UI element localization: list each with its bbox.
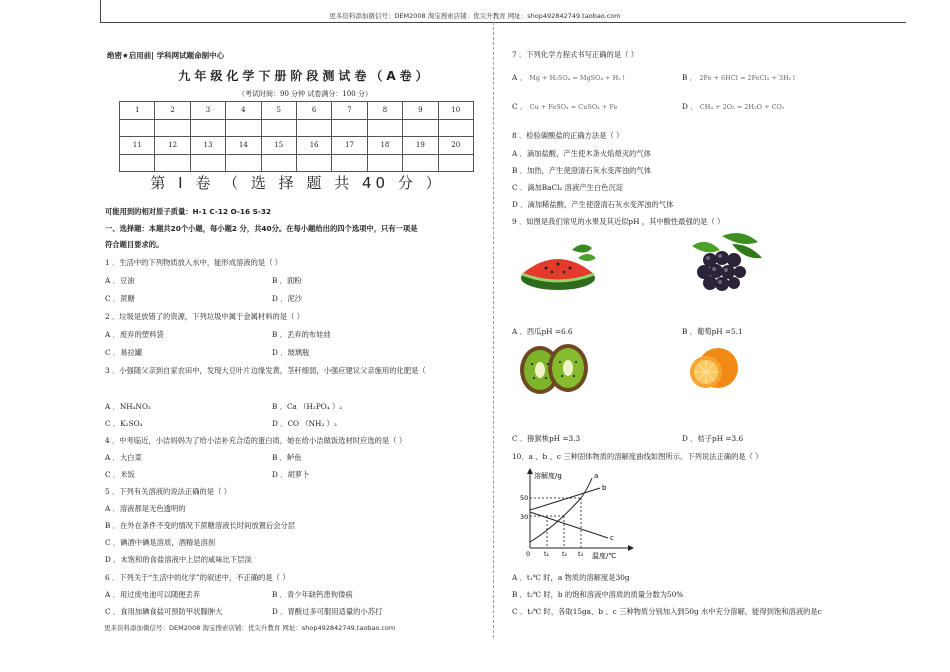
question-9-option-c[interactable]: C ．猕猴桃pH =3.3: [512, 434, 581, 443]
question-1-option-c[interactable]: C ．蔗糖: [105, 294, 135, 303]
formula-d: CH₄ + 2O₂ = 2H₂O + CO₂: [699, 103, 785, 111]
tick-t1: t₁: [544, 550, 550, 558]
grid-cell: 15: [261, 137, 296, 155]
formula-c: Cu + FeSO₄ = CuSO₄ + Fe: [529, 103, 618, 111]
grid-cell: 13: [190, 137, 225, 155]
question-10-option-c[interactable]: C ．t₃℃ 时，各取15ga、b 、c 三种物质分别加入到50g 水中充分溶解，能得到饱和溶液的是c: [512, 607, 822, 616]
question-2-option-b[interactable]: B ．丢弃的布娃娃: [272, 330, 331, 339]
question-4-option-b[interactable]: B ．鲈鱼: [272, 453, 302, 462]
question-10-stem: 10．a 、b 、c 三种固体物质的溶解度曲线如图所示。下列说法正确的是（ ）: [512, 452, 763, 461]
question-5-option-b[interactable]: B ．在外在条件不变的情况下蔗糖溶液长时间放置后会分层: [105, 521, 296, 530]
answer-cell[interactable]: [403, 154, 438, 172]
answer-cell[interactable]: [190, 154, 225, 172]
question-4-option-c[interactable]: C ．米饭: [105, 470, 135, 479]
answer-cell[interactable]: [367, 154, 402, 172]
question-7-stem: 7 ．下列化学方程式书写正确的是（ ）: [512, 50, 639, 59]
grid-cell: 17: [332, 137, 367, 155]
answer-cell[interactable]: [332, 154, 367, 172]
label-b: b: [602, 484, 607, 492]
question-7-option-a[interactable]: A ． Mg + H₂SO₄ = MgSO₄ + H₂↑: [512, 73, 627, 82]
curve-a: [530, 478, 592, 542]
answer-cell[interactable]: [403, 119, 438, 137]
header-rule: [100, 22, 906, 23]
instructions-line-1: 一、选择题：本题共20个小题，每小题2 分，共40分。在每小题给出的四个选项中，只有一项是: [105, 224, 418, 233]
question-10-option-b[interactable]: B ．t₂℃ 时，b 的饱和溶液中溶质的质量分数为50%: [512, 590, 684, 599]
question-1-option-b[interactable]: B ．面粉: [272, 276, 302, 285]
answer-cell[interactable]: [226, 154, 261, 172]
grid-cell: 2: [155, 102, 190, 120]
grapes-image: [682, 230, 774, 296]
question-7-option-c[interactable]: C ． Cu + FeSO₄ = CuSO₄ + Fe: [512, 102, 618, 111]
question-3-option-c[interactable]: C ．K₂SO₄: [105, 419, 143, 428]
page-footer: 更多资料添加微信号：DEM2008 淘宝搜索店铺：优尖升教育 网址：shop492842749.taobao.com: [104, 624, 396, 632]
grid-answer-row-2: [120, 154, 474, 172]
question-2-option-d[interactable]: D ．玻璃瓶: [272, 348, 310, 357]
question-3-option-d[interactable]: D ．CO （NH₂ ）₂: [272, 419, 337, 428]
grid-cell: 11: [120, 137, 155, 155]
y-axis-label: 溶解度/g: [534, 472, 562, 480]
question-8-option-d[interactable]: D ．滴加稀盐酸，产生使澄清石灰水变浑浊的气体: [512, 200, 674, 209]
question-4-option-d[interactable]: D ．胡萝卜: [272, 470, 310, 479]
tick-50: 50: [520, 494, 529, 502]
question-5-option-d[interactable]: D ．未饱和的食盐溶液中上层的咸味比下层淡: [105, 555, 252, 564]
question-8-stem: 8 ．检验碳酸盐的正确方法是（ ）: [512, 131, 624, 140]
grid-cell: 7: [332, 102, 367, 120]
column-divider: [493, 22, 494, 638]
grid-header-row-2: [120, 137, 474, 155]
question-4-option-a[interactable]: A ．大白菜: [105, 453, 142, 462]
grid-cell: 8: [367, 102, 402, 120]
curve-b: [530, 488, 600, 510]
question-8-option-b[interactable]: B ．加热，产生使澄清石灰水变浑浊的气体: [512, 166, 652, 175]
grid-cell: 19: [403, 137, 438, 155]
secret-label: 绝密★启用前| 学科网试题命制中心: [107, 51, 225, 60]
section-heading: 第 I 卷 （ 选 择 题 共 40 分 ）: [150, 174, 445, 192]
answer-cell[interactable]: [332, 119, 367, 137]
question-9-option-d[interactable]: D ．桔子pH =3.6: [682, 434, 744, 443]
answer-grid: [119, 101, 474, 172]
question-5-stem: 5 ．下列有关溶液的说法正确的是（ ）: [105, 487, 232, 496]
question-10-option-a[interactable]: A ．t₁℃ 时，a 物质的溶解度是30g: [512, 573, 630, 582]
orange-image: [688, 344, 744, 392]
question-9-stem: 9 ．如图是我们常见的水果及其近似pH ，其中酸性最强的是（ ）: [512, 217, 725, 226]
formula-b: 2Fe + 6HCl = 2FeCl₃ + 3H₂↑: [699, 74, 797, 82]
tick-origin: 0: [526, 550, 531, 558]
answer-cell[interactable]: [226, 119, 261, 137]
answer-cell[interactable]: [155, 154, 190, 172]
label-c: c: [610, 534, 614, 542]
question-2-option-c[interactable]: C ．易拉罐: [105, 348, 143, 357]
answer-cell[interactable]: [120, 154, 155, 172]
tick-30: 30: [520, 513, 529, 521]
question-6-option-a[interactable]: A ．用过废电池可以随便丢弃: [105, 590, 201, 599]
kiwi-image: [518, 340, 590, 396]
grid-answer-row-1: [120, 119, 474, 137]
grid-cell: 10: [438, 102, 473, 120]
grid-cell: 18: [367, 137, 402, 155]
grid-cell: 12: [155, 137, 190, 155]
grid-cell: 20: [438, 137, 473, 155]
exam-title: 九年级化学下册阶段测试卷（A卷）: [178, 69, 432, 83]
question-2-option-a[interactable]: A ．废弃的塑料袋: [105, 330, 164, 339]
grid-cell: 1: [120, 102, 155, 120]
question-8-option-a[interactable]: A ．滴加盐酸，产生使木条火焰熄灭的气体: [512, 149, 651, 158]
answer-cell[interactable]: [367, 119, 402, 137]
label-a: a: [594, 472, 599, 480]
question-5-option-c[interactable]: C ．碘酒中碘是溶质，酒精是溶剂: [105, 538, 216, 547]
atomic-masses: 可能用到的相对原子质量：H-1 C-12 O-16 S-32: [105, 207, 272, 216]
grid-cell: 4: [226, 102, 261, 120]
question-6-stem: 6 ．下列关于“生活中的化学”的叙述中，不正确的是（ ）: [105, 573, 290, 582]
answer-cell[interactable]: [190, 119, 225, 137]
question-1-option-a[interactable]: A ．豆油: [105, 276, 135, 285]
grid-cell: 16: [296, 137, 331, 155]
question-4-stem: 4 ．中考临近，小洁妈妈为了给小洁补充合适的蛋白质，她在给小洁做饭选材时应选的是（ ）: [105, 436, 407, 445]
question-3-option-b[interactable]: B ．Ca （H₂PO₄ ）₂: [272, 402, 343, 411]
answer-cell[interactable]: [296, 119, 331, 137]
x-axis-label: 温度/℃: [592, 552, 617, 560]
grid-header-row-1: [120, 102, 474, 120]
question-7-option-b[interactable]: B ． 2Fe + 6HCl = 2FeCl₃ + 3H₂↑: [682, 73, 797, 82]
formula-a: Mg + H₂SO₄ = MgSO₄ + H₂↑: [529, 74, 627, 82]
answer-cell[interactable]: [438, 154, 473, 172]
tick-t2: t₂: [562, 550, 568, 558]
tick-t3: t₃: [578, 550, 584, 558]
question-9-option-a[interactable]: A ．西瓜pH =6.6: [512, 327, 573, 336]
y-axis-arrow: [527, 468, 533, 474]
question-6-option-b[interactable]: B ．青少年缺钙患佝偻病: [272, 590, 353, 599]
question-1-stem: 1 ．生活中的下列物质放入水中，能形成溶液的是（ ）: [105, 258, 283, 267]
question-6-option-d[interactable]: D ．胃酸过多可服用适量的小苏打: [272, 607, 383, 616]
answer-cell[interactable]: [120, 119, 155, 137]
page-header: 更多资料添加微信号：DEM2008 淘宝搜索店铺：优尖升教育 网址：shop492842749.taobao.com: [329, 12, 621, 20]
margin-line: [100, 0, 101, 22]
grid-cell: 5: [261, 102, 296, 120]
watermelon-image: [516, 236, 598, 294]
question-3-option-a[interactable]: A ．NH₄NO₃: [105, 402, 151, 411]
instructions-line-2: 符合题目要求的。: [105, 240, 164, 249]
grid-cell: 3: [190, 102, 225, 120]
question-9-option-b[interactable]: B ．葡萄pH =5.1: [682, 327, 743, 336]
answer-cell[interactable]: [438, 119, 473, 137]
x-axis-arrow: [628, 545, 634, 551]
answer-cell[interactable]: [261, 119, 296, 137]
question-8-option-c[interactable]: C ．滴加BaCl₂ 溶液产生白色沉淀: [512, 183, 624, 192]
question-2-stem: 2 ．垃圾是放错了的资源，下列垃圾中属于金属材料的是（ ）: [105, 312, 304, 321]
answer-cell[interactable]: [261, 154, 296, 172]
question-7-option-d[interactable]: D ． CH₄ + 2O₂ = 2H₂O + CO₂: [682, 102, 785, 111]
solubility-chart: [516, 466, 636, 562]
grid-cell: 14: [226, 137, 261, 155]
exam-subtitle: （考试时间：90 分钟 试卷满分：100 分）: [238, 90, 372, 98]
question-1-option-d[interactable]: D ．泥沙: [272, 294, 303, 303]
question-3-stem: 3 ．小强随父亲到自家农田中，发现大豆叶片边缘发黄，茎秆细弱，小强应建议父亲施用的化肥是（: [105, 366, 426, 375]
question-5-option-a[interactable]: A ．溶液都是无色透明的: [105, 504, 186, 513]
grid-cell: 6: [296, 102, 331, 120]
grid-cell: 9: [403, 102, 438, 120]
answer-cell[interactable]: [155, 119, 190, 137]
answer-cell[interactable]: [296, 154, 331, 172]
question-6-option-c[interactable]: C ．食用加碘食盐可预防甲状腺肿大: [105, 607, 223, 616]
